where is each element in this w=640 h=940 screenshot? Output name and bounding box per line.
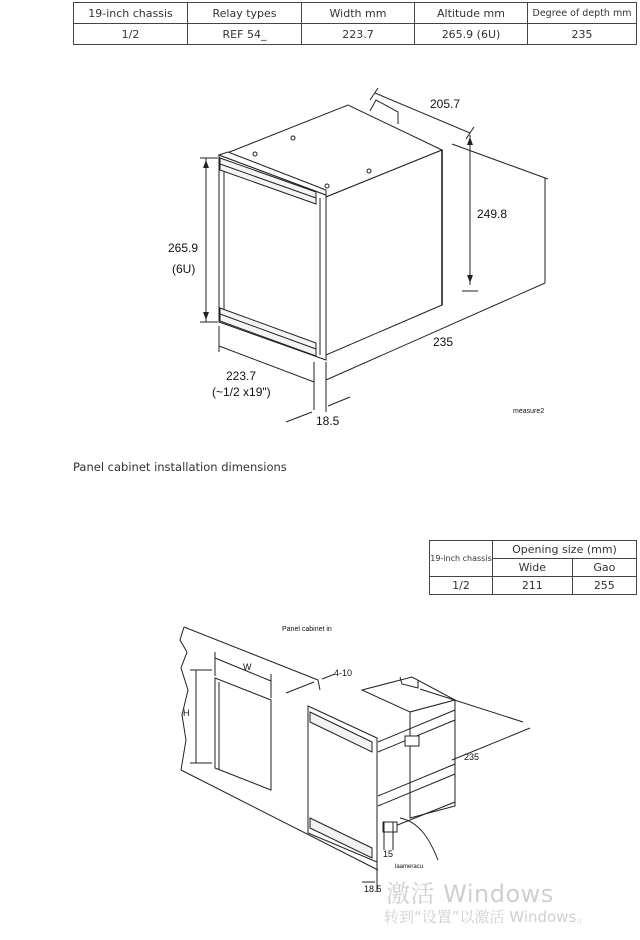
dim-height-front: 265.9 <box>168 241 199 255</box>
cell-relay-type: REF 54_ <box>188 24 302 45</box>
dim-width: 223.7 <box>226 369 257 383</box>
dim-height-back: 249.8 <box>477 207 508 221</box>
figure-tag: measure2 <box>513 408 545 415</box>
activation-watermark-title: 激活 Windows <box>386 880 554 908</box>
dim-depth: 235 <box>433 335 454 349</box>
table-header-row <box>430 541 637 559</box>
panel-cutout <box>215 678 271 790</box>
dim-panel-thickness: 4-10 <box>334 668 353 678</box>
cell-chassis-2: 1/2 <box>430 577 493 595</box>
figure-caption: Panel cabinet installation dimensions <box>73 460 287 474</box>
figure2-tag: laameracu <box>395 864 424 870</box>
header-width: Width mm <box>302 3 415 24</box>
table-row <box>430 577 637 595</box>
dim-15: 15 <box>383 849 394 859</box>
header-depth: Degree of depth mm <box>528 3 637 24</box>
header-gao: Gao <box>572 559 636 577</box>
dim-depth-2: 235 <box>464 752 480 762</box>
label-w: W <box>243 662 252 672</box>
header-chassis: 19-inch chassis <box>74 3 188 24</box>
header-opening-size: Opening size (mm) <box>493 541 637 559</box>
activation-watermark-hint: 转到“设置”以激活 Windows。 <box>384 908 592 926</box>
cell-width: 223.7 <box>302 24 415 45</box>
opening-size-table <box>429 540 637 595</box>
header-altitude: Altitude mm <box>415 3 528 24</box>
dim-height-front-u: (6U) <box>172 262 196 276</box>
header-relay-types: Relay types <box>188 3 302 24</box>
cell-altitude: 265.9 (6U) <box>415 24 528 45</box>
cell-gao: 255 <box>572 577 636 595</box>
header-wide: Wide <box>493 559 573 577</box>
header-chassis-2: 19-inch chassis <box>430 541 493 577</box>
dim-depth-top: 205.7 <box>430 97 461 111</box>
cell-wide: 211 <box>493 577 573 595</box>
dim-width-note: (~1/2 x19") <box>212 385 271 399</box>
figure2-title: Panel cabinet in <box>282 626 332 633</box>
dim-flange-2: 18.5 <box>364 884 382 894</box>
cell-chassis: 1/2 <box>74 24 188 45</box>
dim-flange: 18.5 <box>316 414 340 428</box>
label-h: H <box>183 708 190 718</box>
cell-depth: 235 <box>528 24 637 45</box>
